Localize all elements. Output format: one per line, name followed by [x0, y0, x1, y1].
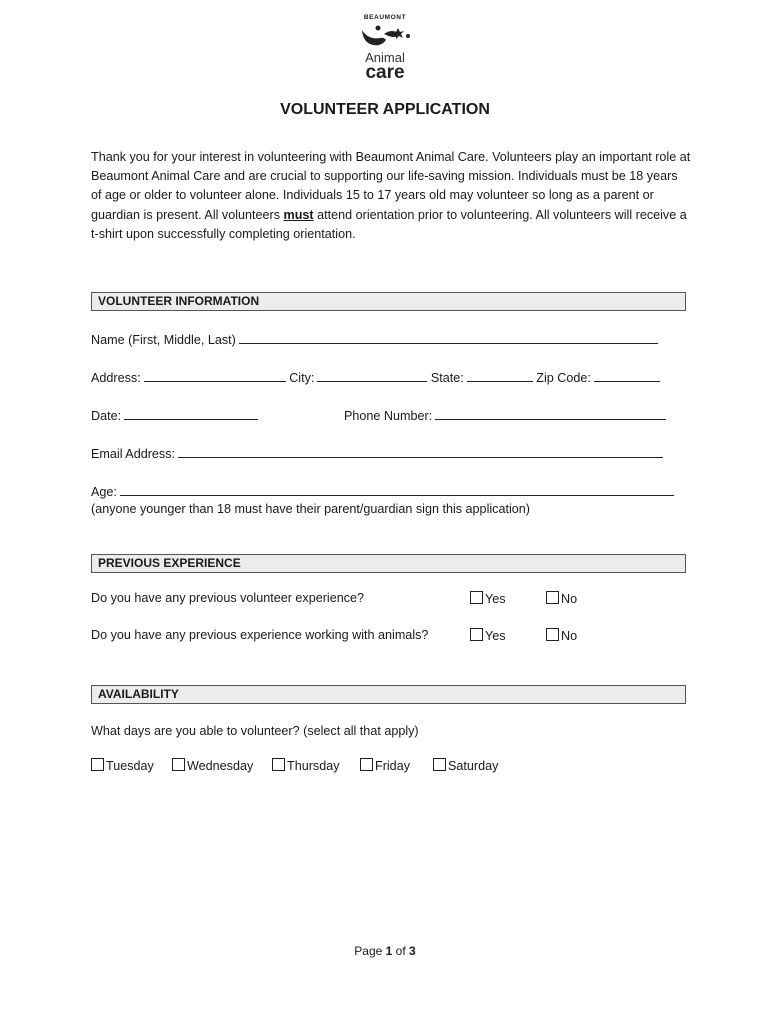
experience-1-no-option[interactable] — [546, 591, 577, 606]
name-input-line[interactable] — [239, 331, 658, 344]
email-field-row — [91, 445, 663, 461]
phone-label: Phone Number: — [344, 409, 433, 423]
intro-text-end: attend orientation prior to volunteering. All volunteers will receive a t-shirt upon successfully completing orientation. — [91, 207, 687, 241]
checkbox-icon[interactable] — [172, 758, 185, 771]
city-input-line[interactable] — [317, 369, 427, 382]
beaumont-animal-care-logo — [350, 14, 420, 86]
day-label: Thursday — [287, 759, 340, 773]
checkbox-icon[interactable] — [546, 591, 559, 604]
day-label: Wednesday — [187, 759, 254, 773]
section-header-previous-experience: PREVIOUS EXPERIENCE — [91, 554, 686, 573]
footer-current-page: 1 — [385, 944, 393, 958]
yes-label: Yes — [485, 629, 506, 643]
day-option-friday[interactable] — [360, 758, 410, 773]
day-option-saturday[interactable] — [433, 758, 498, 773]
state-label: State: — [430, 371, 464, 385]
intro-text-start: Thank you for your interest in volunteering with Beaumont Animal Care. Volunteers play an important role at Beaumont Animal Care and are crucial to supporting our life-saving mission. Individuals must be 18 years of age or older to volunteer alone. Individuals 15 to 17 years old may volunteer so long as a parent or guardian is present. All volunteers — [91, 150, 691, 222]
address-input-line[interactable] — [144, 369, 286, 382]
day-option-thursday[interactable] — [272, 758, 340, 773]
name-field-row — [91, 331, 658, 347]
experience-2-yes-option[interactable] — [470, 628, 506, 643]
section-header-availability: AVAILABILITY — [91, 685, 686, 704]
experience-1-yes-option[interactable] — [470, 591, 506, 606]
age-field-row — [91, 483, 674, 499]
age-input-line[interactable] — [120, 483, 674, 496]
yes-label: Yes — [485, 592, 506, 606]
checkbox-icon[interactable] — [546, 628, 559, 641]
checkbox-icon[interactable] — [470, 591, 483, 604]
name-label: Name (First, Middle, Last) — [91, 333, 236, 347]
day-label: Friday — [375, 759, 410, 773]
age-note: (anyone younger than 18 must have their parent/guardian sign this application) — [91, 502, 530, 516]
address-label: Address: — [91, 371, 141, 385]
email-input-line[interactable] — [178, 445, 663, 458]
experience-question-1: Do you have any previous volunteer experience? — [91, 591, 365, 605]
checkbox-icon[interactable] — [433, 758, 446, 771]
email-label: Email Address: — [91, 447, 175, 461]
footer-total-pages: 3 — [409, 944, 416, 958]
state-input-line[interactable] — [467, 369, 533, 382]
zip-input-line[interactable] — [594, 369, 660, 382]
logo-top-text: BEAUMONT — [363, 14, 407, 21]
section-header-volunteer-information: VOLUNTEER INFORMATION — [91, 292, 686, 311]
date-input-line[interactable] — [124, 407, 258, 420]
experience-2-no-option[interactable] — [546, 628, 577, 643]
address-field-row — [91, 369, 660, 385]
phone-input-line[interactable] — [435, 407, 666, 420]
logo-mid-text: Animal — [365, 50, 405, 65]
city-label: City: — [289, 371, 315, 385]
page-title: VOLUNTEER APPLICATION — [280, 101, 490, 118]
experience-question-2: Do you have any previous experience working with animals? — [91, 628, 429, 642]
no-label: No — [561, 592, 578, 606]
checkbox-icon[interactable] — [272, 758, 285, 771]
animals-silhouette-icon — [358, 24, 412, 50]
day-label: Tuesday — [106, 759, 154, 773]
intro-emphasis-must: must — [283, 207, 314, 222]
checkbox-icon[interactable] — [470, 628, 483, 641]
page-footer — [0, 944, 770, 958]
day-option-tuesday[interactable] — [91, 758, 154, 773]
footer-of-word: of — [395, 944, 406, 958]
age-label: Age: — [91, 485, 117, 499]
intro-paragraph — [91, 148, 691, 244]
availability-question: What days are you able to volunteer? (select all that apply) — [91, 724, 419, 738]
checkbox-icon[interactable] — [91, 758, 104, 771]
phone-field-row — [344, 407, 666, 423]
day-option-wednesday[interactable] — [172, 758, 253, 773]
no-label: No — [561, 629, 578, 643]
checkbox-icon[interactable] — [360, 758, 373, 771]
day-label: Saturday — [448, 759, 499, 773]
logo-bottom-text: care — [365, 62, 405, 83]
date-label: Date: — [91, 409, 122, 423]
date-field-row — [91, 407, 258, 423]
footer-page-word: Page — [354, 944, 383, 958]
zip-label: Zip Code: — [536, 371, 591, 385]
